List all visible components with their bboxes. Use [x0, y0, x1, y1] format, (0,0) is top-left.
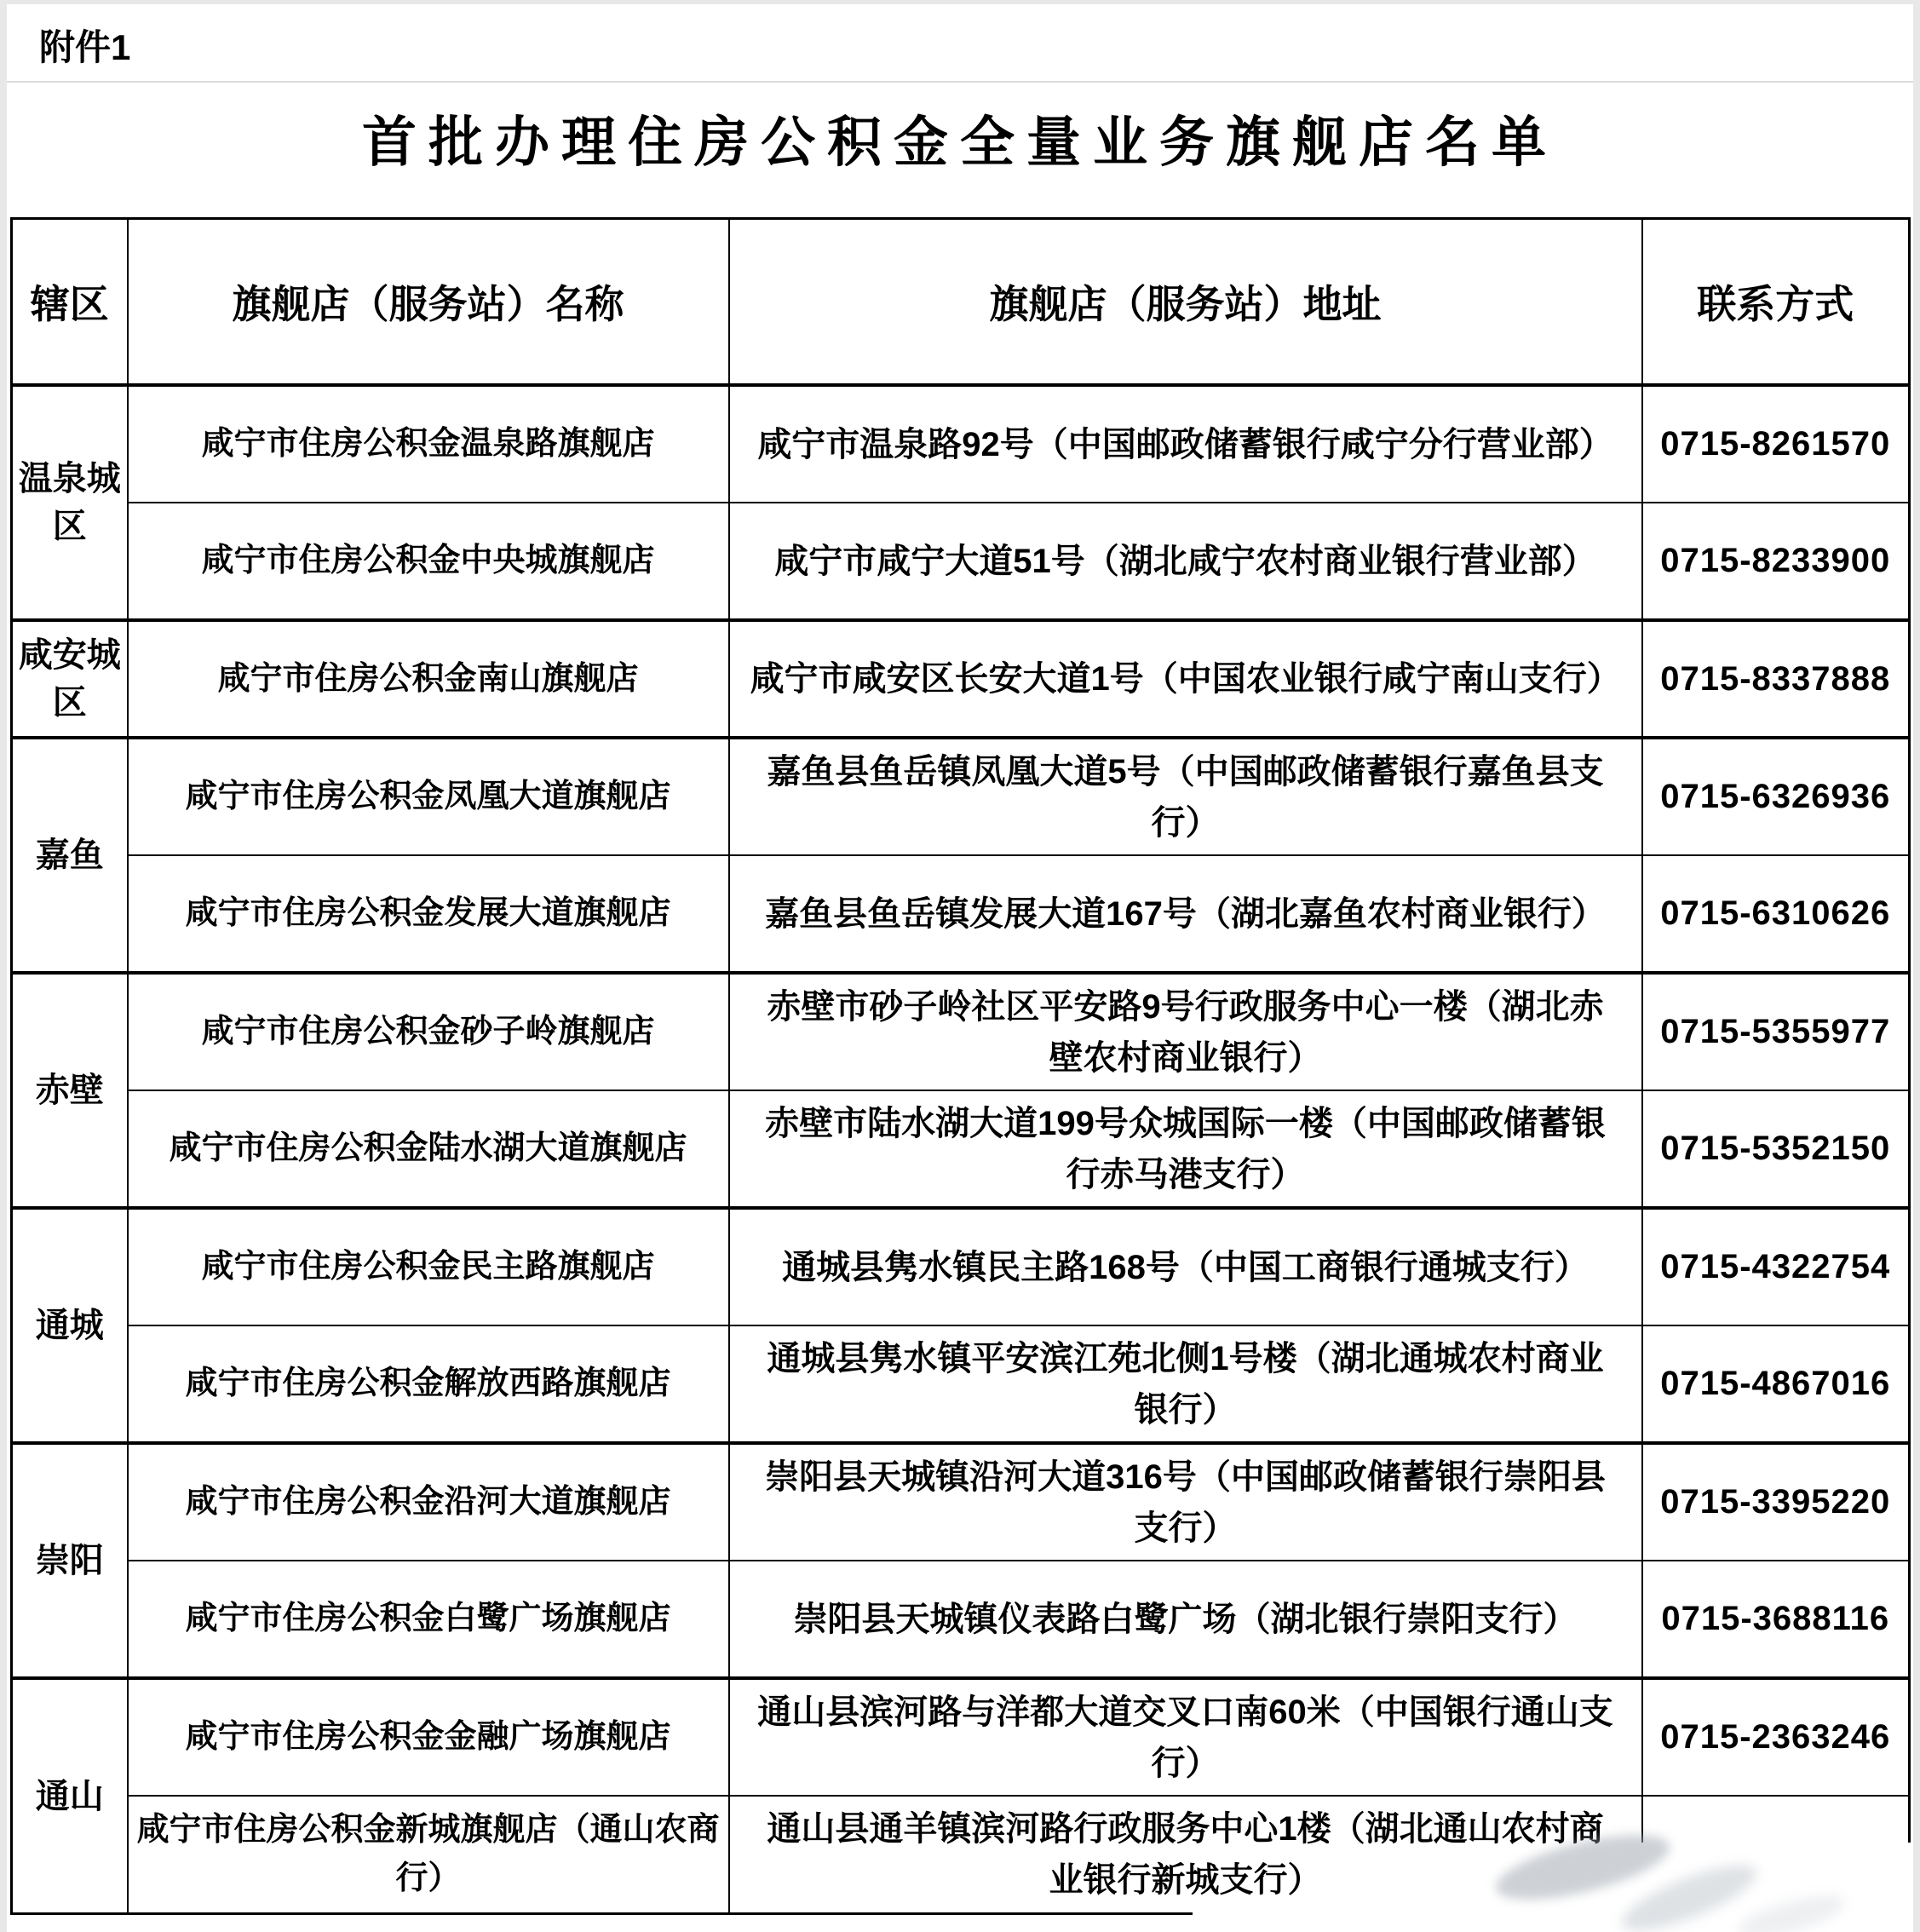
table-row	[12, 503, 1910, 620]
district-cell: 通城	[12, 1208, 128, 1443]
store-name-cell: 咸宁市住房公积金凤凰大道旗舰店	[128, 738, 729, 855]
district-cell: 赤壁	[12, 973, 128, 1208]
store-name-cell: 咸宁市住房公积金沿河大道旗舰店	[128, 1443, 729, 1561]
table-body	[12, 385, 1910, 1913]
store-address-cell: 通山县通羊镇滨河路行政服务中心1楼（湖北通山农村商业银行新城支行）	[729, 1796, 1642, 1913]
store-phone-cell: 0715-4322754	[1642, 1208, 1910, 1325]
table-row	[12, 855, 1910, 973]
store-address-cell: 嘉鱼县鱼岳镇发展大道167号（湖北嘉鱼农村商业银行）	[729, 855, 1642, 973]
table-header	[12, 219, 1910, 386]
store-phone-cell: 0715-8233900	[1642, 503, 1910, 620]
store-phone-cell: 0715-4867016	[1642, 1325, 1910, 1443]
store-address-cell: 咸宁市咸宁大道51号（湖北咸宁农村商业银行营业部）	[729, 503, 1642, 620]
col-header-store-name: 旗舰店（服务站）名称	[128, 219, 729, 386]
district-cell: 温泉城区	[12, 385, 128, 620]
store-address-cell: 赤壁市陆水湖大道199号众城国际一楼（中国邮政储蓄银行赤马港支行）	[729, 1090, 1642, 1208]
attachment-label: 附件1	[39, 27, 131, 67]
store-address-cell: 崇阳县天城镇仪表路白鹭广场（湖北银行崇阳支行）	[729, 1561, 1642, 1678]
table-row	[12, 1678, 1910, 1796]
table-row	[12, 973, 1910, 1090]
header-divider	[7, 81, 1913, 83]
table-header-row	[12, 219, 1910, 386]
page-title: 首批办理住房公积金全量业务旗舰店名单	[362, 112, 1558, 174]
col-header-district: 辖区	[12, 219, 128, 386]
store-name-cell: 咸宁市住房公积金南山旗舰店	[128, 620, 729, 738]
store-address-cell: 通城县隽水镇平安滨江苑北侧1号楼（湖北通城农村商业银行）	[729, 1325, 1642, 1443]
store-name-cell: 咸宁市住房公积金白鹭广场旗舰店	[128, 1561, 729, 1678]
store-name-cell: 咸宁市住房公积金中央城旗舰店	[128, 503, 729, 620]
store-name-cell: 咸宁市住房公积金砂子岭旗舰店	[128, 973, 729, 1090]
store-address-cell: 崇阳县天城镇沿河大道316号（中国邮政储蓄银行崇阳县支行）	[729, 1443, 1642, 1561]
store-phone-cell: 0715-3688116	[1642, 1561, 1910, 1678]
store-name-cell: 咸宁市住房公积金发展大道旗舰店	[128, 855, 729, 973]
store-phone-cell: 0715-6326936	[1642, 738, 1910, 855]
store-name-cell: 咸宁市住房公积金陆水湖大道旗舰店	[128, 1090, 729, 1208]
table-row	[12, 1443, 1910, 1561]
table-row	[12, 385, 1910, 503]
table-row	[12, 620, 1910, 738]
store-name-cell: 咸宁市住房公积金温泉路旗舰店	[128, 385, 729, 503]
store-phone-cell: 0715-6310626	[1642, 855, 1910, 973]
document	[7, 4, 1913, 1932]
table-row	[12, 1208, 1910, 1325]
store-address-cell: 咸宁市温泉路92号（中国邮政储蓄银行咸宁分行营业部）	[729, 385, 1642, 503]
district-cell: 通山	[12, 1678, 128, 1913]
col-header-contact: 联系方式	[1642, 219, 1910, 386]
store-name-cell: 咸宁市住房公积金解放西路旗舰店	[128, 1325, 729, 1443]
table-row	[12, 1090, 1910, 1208]
store-phone-cell: 0715-3395220	[1642, 1443, 1910, 1561]
store-phone-cell: 0715-8337888	[1642, 620, 1910, 738]
store-address-cell: 赤壁市砂子岭社区平安路9号行政服务中心一楼（湖北赤壁农村商业银行）	[729, 973, 1642, 1090]
district-cell: 崇阳	[12, 1443, 128, 1678]
store-phone-cell: 0715-5352150	[1642, 1090, 1910, 1208]
store-name-cell: 咸宁市住房公积金民主路旗舰店	[128, 1208, 729, 1325]
store-phone-cell: 0715-2363246	[1642, 1678, 1910, 1796]
store-phone-cell: 0715-8261570	[1642, 385, 1910, 503]
table-row	[12, 738, 1910, 855]
watermark-erase-patch-bottom	[1193, 1912, 1641, 1932]
district-cell: 嘉鱼	[12, 738, 128, 973]
store-address-cell: 嘉鱼县鱼岳镇凤凰大道5号（中国邮政储蓄银行嘉鱼县支行）	[729, 738, 1642, 855]
store-address-cell: 咸宁市咸安区长安大道1号（中国农业银行咸宁南山支行）	[729, 620, 1642, 738]
store-name-cell: 咸宁市住房公积金金融广场旗舰店	[128, 1678, 729, 1796]
store-phone-cell: 0715-5355977	[1642, 973, 1910, 1090]
table-row	[12, 1561, 1910, 1678]
district-cell: 咸安城区	[12, 620, 128, 738]
store-address-cell: 通城县隽水镇民主路168号（中国工商银行通城支行）	[729, 1208, 1642, 1325]
flagship-store-table	[10, 217, 1911, 1915]
store-name-cell: 咸宁市住房公积金新城旗舰店（通山农商行）	[128, 1796, 729, 1913]
col-header-store-address: 旗舰店（服务站）地址	[729, 219, 1642, 386]
store-address-cell: 通山县滨河路与洋都大道交叉口南60米（中国银行通山支行）	[729, 1678, 1642, 1796]
table-row	[12, 1325, 1910, 1443]
